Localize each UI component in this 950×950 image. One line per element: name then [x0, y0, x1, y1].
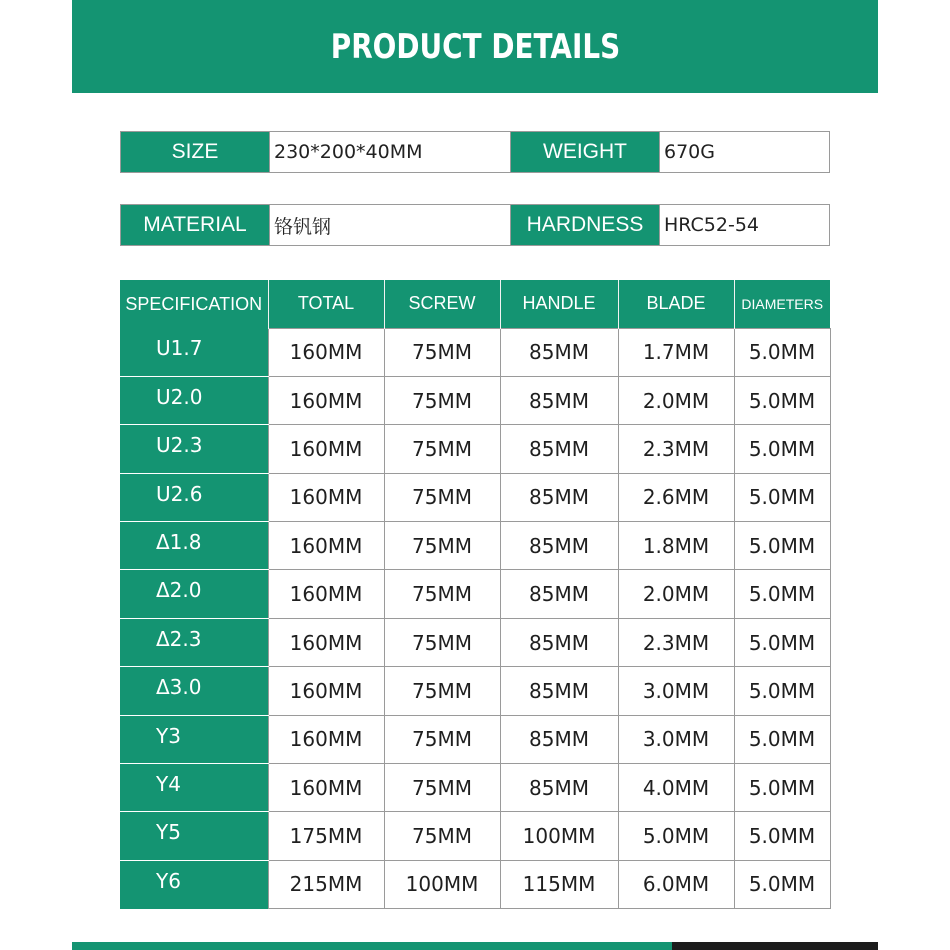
col-header-total: TOTAL: [268, 280, 384, 328]
diameter-cell: 5.0MM: [734, 328, 830, 376]
diameter-cell: 5.0MM: [734, 376, 830, 424]
spec-name-cell: Δ3.0: [120, 667, 268, 715]
footer-bar-dark: [672, 942, 878, 950]
blade-cell: 2.3MM: [618, 425, 734, 473]
spec-name-cell: U1.7: [120, 328, 268, 376]
header-banner: [72, 0, 878, 93]
blade-cell: 2.0MM: [618, 570, 734, 618]
total-cell: 160MM: [268, 570, 384, 618]
screw-cell: 75MM: [384, 667, 500, 715]
size-label: SIZE: [121, 132, 269, 172]
handle-cell: 100MM: [500, 812, 618, 860]
total-cell: 160MM: [268, 376, 384, 424]
total-cell: 160MM: [268, 473, 384, 521]
table-row: [120, 812, 830, 860]
page-title: PRODUCT DETAILS: [330, 26, 620, 67]
col-header-blade: BLADE: [618, 280, 734, 328]
diameter-cell: 5.0MM: [734, 860, 830, 908]
spec-table: [120, 280, 831, 909]
table-row: [120, 425, 830, 473]
table-row: [120, 860, 830, 908]
weight-value: 670G: [659, 132, 829, 172]
blade-cell: 6.0MM: [618, 860, 734, 908]
table-row: [120, 328, 830, 376]
screw-cell: 75MM: [384, 425, 500, 473]
screw-cell: 75MM: [384, 764, 500, 812]
blade-cell: 1.7MM: [618, 328, 734, 376]
handle-cell: 85MM: [500, 764, 618, 812]
diameter-cell: 5.0MM: [734, 667, 830, 715]
blade-cell: 4.0MM: [618, 764, 734, 812]
screw-cell: 75MM: [384, 715, 500, 763]
spec-name-cell: Y5: [120, 812, 268, 860]
col-header-diameters: DIAMETERS: [734, 280, 830, 328]
spec-name-cell: U2.0: [120, 376, 268, 424]
blade-cell: 3.0MM: [618, 667, 734, 715]
total-cell: 160MM: [268, 425, 384, 473]
blade-cell: 2.3MM: [618, 618, 734, 666]
screw-cell: 75MM: [384, 473, 500, 521]
info-row-material-hardness: [120, 204, 830, 246]
screw-cell: 75MM: [384, 812, 500, 860]
total-cell: 160MM: [268, 667, 384, 715]
screw-cell: 100MM: [384, 860, 500, 908]
col-header-specification: SPECIFICATION: [120, 280, 268, 328]
handle-cell: 85MM: [500, 473, 618, 521]
handle-cell: 85MM: [500, 570, 618, 618]
handle-cell: 85MM: [500, 715, 618, 763]
hardness-value: HRC52-54: [659, 205, 829, 245]
size-value: 230*200*40MM: [269, 132, 511, 172]
table-row: [120, 764, 830, 812]
blade-cell: 1.8MM: [618, 522, 734, 570]
blade-cell: 3.0MM: [618, 715, 734, 763]
info-row-size-weight: [120, 131, 830, 173]
handle-cell: 85MM: [500, 522, 618, 570]
table-row: [120, 376, 830, 424]
diameter-cell: 5.0MM: [734, 764, 830, 812]
total-cell: 160MM: [268, 764, 384, 812]
table-row: [120, 667, 830, 715]
table-row: [120, 715, 830, 763]
blade-cell: 2.0MM: [618, 376, 734, 424]
total-cell: 215MM: [268, 860, 384, 908]
screw-cell: 75MM: [384, 570, 500, 618]
table-row: [120, 522, 830, 570]
screw-cell: 75MM: [384, 618, 500, 666]
screw-cell: 75MM: [384, 522, 500, 570]
total-cell: 160MM: [268, 618, 384, 666]
blade-cell: 2.6MM: [618, 473, 734, 521]
table-row: [120, 473, 830, 521]
spec-name-cell: U2.6: [120, 473, 268, 521]
handle-cell: 85MM: [500, 425, 618, 473]
diameter-cell: 5.0MM: [734, 425, 830, 473]
handle-cell: 85MM: [500, 667, 618, 715]
footer-bar-green: [72, 942, 672, 950]
col-header-screw: SCREW: [384, 280, 500, 328]
total-cell: 175MM: [268, 812, 384, 860]
diameter-cell: 5.0MM: [734, 473, 830, 521]
spec-name-cell: Δ2.3: [120, 618, 268, 666]
hardness-label: HARDNESS: [511, 205, 659, 245]
handle-cell: 115MM: [500, 860, 618, 908]
blade-cell: 5.0MM: [618, 812, 734, 860]
table-header-row: [120, 280, 830, 328]
table-row: [120, 618, 830, 666]
spec-name-cell: U2.3: [120, 425, 268, 473]
screw-cell: 75MM: [384, 328, 500, 376]
spec-name-cell: Y6: [120, 860, 268, 908]
spec-name-cell: Δ1.8: [120, 522, 268, 570]
weight-label: WEIGHT: [511, 132, 659, 172]
total-cell: 160MM: [268, 522, 384, 570]
handle-cell: 85MM: [500, 376, 618, 424]
total-cell: 160MM: [268, 715, 384, 763]
diameter-cell: 5.0MM: [734, 570, 830, 618]
table-row: [120, 570, 830, 618]
material-label: MATERIAL: [121, 205, 269, 245]
spec-name-cell: Y4: [120, 764, 268, 812]
screw-cell: 75MM: [384, 376, 500, 424]
col-header-handle: HANDLE: [500, 280, 618, 328]
material-value: 铬钒钢: [269, 205, 511, 245]
spec-name-cell: Δ2.0: [120, 570, 268, 618]
handle-cell: 85MM: [500, 328, 618, 376]
diameter-cell: 5.0MM: [734, 715, 830, 763]
diameter-cell: 5.0MM: [734, 618, 830, 666]
spec-name-cell: Y3: [120, 715, 268, 763]
total-cell: 160MM: [268, 328, 384, 376]
diameter-cell: 5.0MM: [734, 522, 830, 570]
diameter-cell: 5.0MM: [734, 812, 830, 860]
handle-cell: 85MM: [500, 618, 618, 666]
